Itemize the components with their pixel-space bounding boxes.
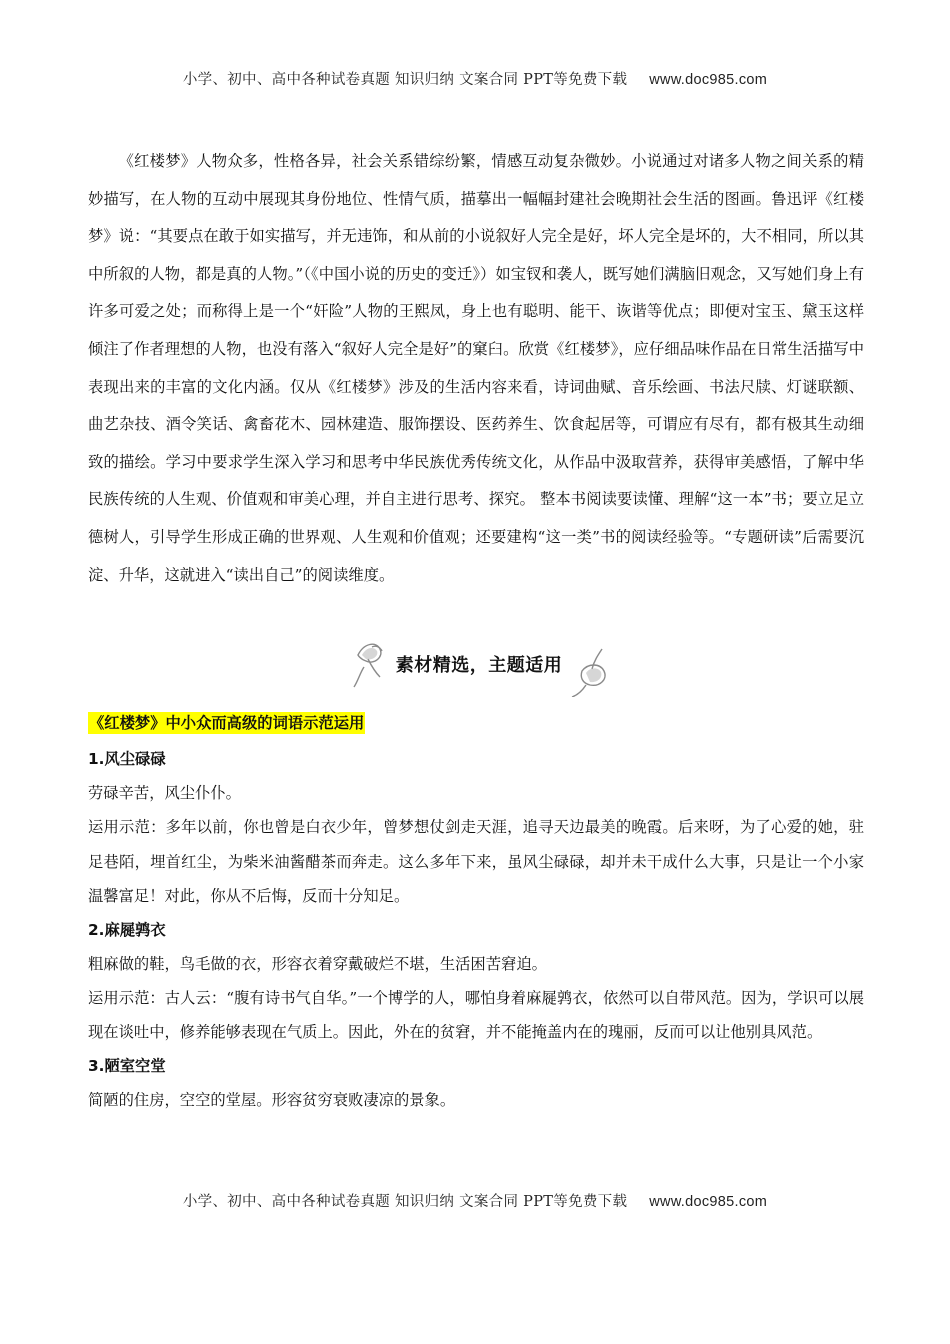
page-header bbox=[0, 68, 950, 89]
vocab-term: 2.麻屣鹑衣 bbox=[88, 920, 166, 939]
intro-paragraph: 《红楼梦》人物众多，性格各异，社会关系错综纷繁，情感互动复杂微妙。小说通过对诸多人物之间关系的精妙描写，在人物的互动中展现其身份地位、性情气质，描摹出一幅幅封建社会晚期社会生活的图画。鲁迅评《红楼梦》说：“其要点在敢于如实描写，并无违饰，和从前的小说叙好人完全是好，坏人完全是坏的，大不相同，所以其中所叙的人物，都是真的人物。”（《中国小说的历史的变迁》）如宝钗和袭人，既写她们满脑旧观念，又写她们身上有许多可爱之处；而称得上是一个“奸险”人物的王熙凤，身上也有聪明、能干、诙谐等优点；即便对宝玉、黛玉这样倾注了作者理想的人物，也没有落入“叙好人完全是好”的窠臼。欣赏《红楼梦》，应仔细品味作品在日常生活描写中表现出来的丰富的文化内涵。仅从《红楼梦》涉及的生活内容来看，诗词曲赋、音乐绘画、书法尺牍、灯谜联额、曲艺杂技、酒令笑话、禽畜花木、园林建造、服饰摆设、医药养生、饮食起居等，可谓应有尽有，都有极其生动细致的描绘。学习中要求学生深入学习和思考中华民族优秀传统文化，从作品中汲取营养，获得审美感悟，了解中华民族传统的人生观、价值观和审美心理，并自主进行思考、探究。 整本书阅读要读懂、理解“这一本”书；要立足立德树人，引导学生形成正确的世界观、人生观和价值观；还要建构“这一类”书的阅读经验等。“专题研读”后需要沉淀、升华，这就进入“读出自己”的阅读维度。 bbox=[88, 152, 864, 584]
header-text: 小学、初中、高中各种试卷真题 知识归纳 文案合同 PPT等免费下载 bbox=[182, 72, 628, 88]
vocab-term: 3.陋室空堂 bbox=[88, 1056, 166, 1075]
vocab-definition: 简陋的住房，空空的堂屋。形容贫穷衰败凄凉的景象。 bbox=[88, 1090, 456, 1109]
banner-title: 素材精选，主题适用 bbox=[395, 655, 563, 676]
footer-site-link[interactable]: www.doc985.com bbox=[649, 1194, 768, 1210]
footer-text: 小学、初中、高中各种试卷真题 知识归纳 文案合同 PPT等免费下载 bbox=[182, 1194, 628, 1210]
vocab-entry-2 bbox=[88, 914, 864, 1050]
vocab-entry-1 bbox=[88, 743, 864, 914]
section-title: 《红楼梦》中小众而高级的词语示范运用 bbox=[89, 714, 365, 732]
section-banner bbox=[350, 633, 610, 697]
vocab-example: 运用示范：多年以前，你也曾是白衣少年，曾梦想仗剑走天涯，追寻天边最美的晚霞。后来呀，为了心爱的她，驻足巷陌，埋首红尘，为柴米油酱醋茶而奔走。这么多年下来，虽风尘碌碌，却并未干成什么大事，只是让一个小家温馨富足！对此，你从不后悔，反而十分知足。 bbox=[88, 818, 864, 905]
vocab-term: 1.风尘碌碌 bbox=[88, 750, 166, 768]
vocab-definition: 粗麻做的鞋，鸟毛做的衣，形容衣着穿戴破烂不堪，生活困苦窘迫。 bbox=[88, 954, 547, 973]
vocab-entry-3 bbox=[88, 1050, 864, 1117]
vocab-example: 运用示范：古人云：“腹有诗书气自华。”一个博学的人，哪怕身着麻屣鹑衣，依然可以自带风范。因为，学识可以展现在谈吐中，修养能够表现在气质上。因此，外在的贫窘，并不能掩盖内在的瑰丽，反而可以让他别具风范。 bbox=[88, 988, 864, 1041]
vocab-definition: 劳碌辛苦，风尘仆仆。 bbox=[88, 784, 241, 802]
page-footer bbox=[0, 1190, 950, 1211]
header-site-link[interactable]: www.doc985.com bbox=[649, 72, 768, 88]
vocab-list bbox=[88, 743, 864, 1117]
